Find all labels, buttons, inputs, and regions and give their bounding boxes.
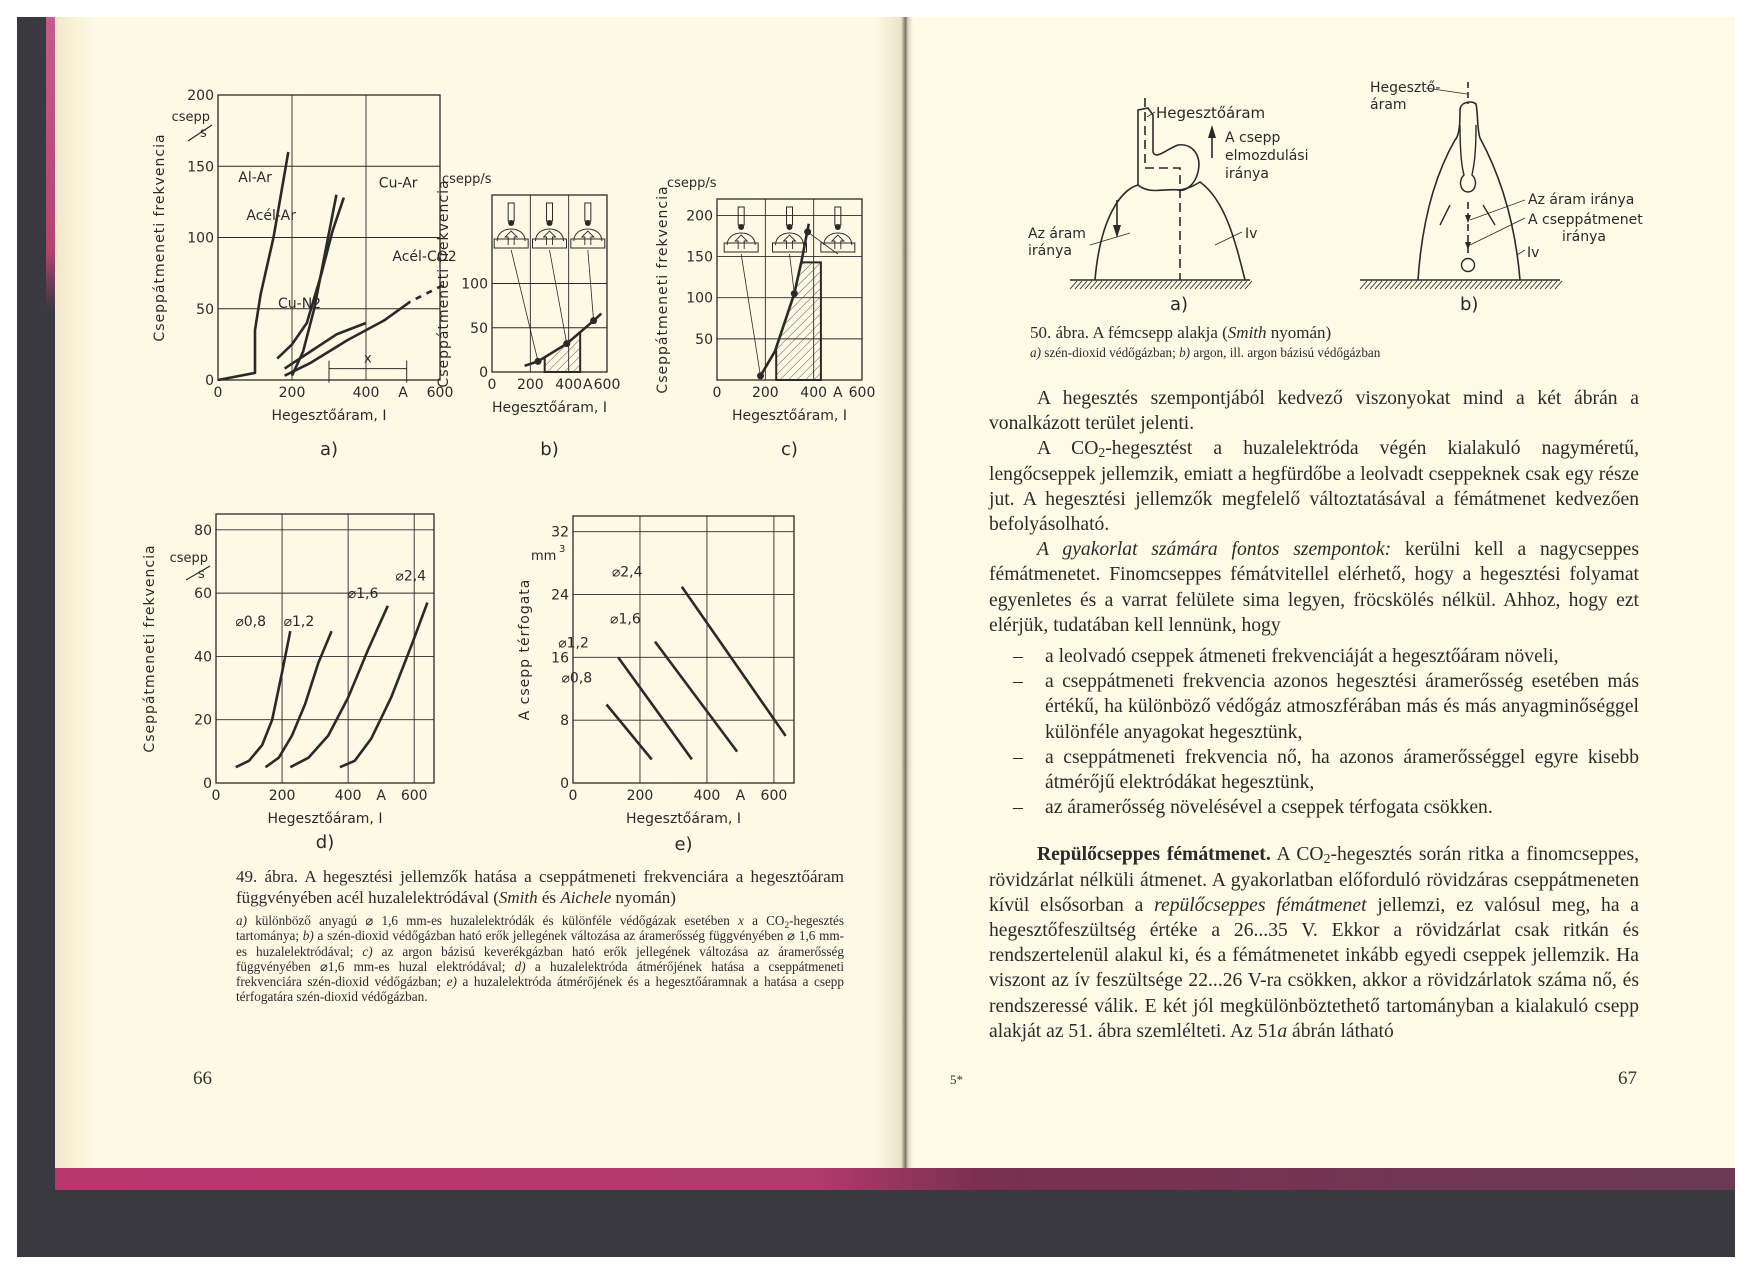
figure-50-diagram	[1020, 80, 1660, 320]
x-tick-label: 600	[760, 788, 788, 804]
x-tick-label: 200	[626, 788, 654, 804]
x-tick-label: 200	[751, 385, 779, 401]
x-tick-label: 0	[213, 385, 223, 401]
y-tick-label: 100	[686, 290, 713, 307]
chart-c	[655, 165, 876, 465]
series-line-16	[655, 642, 737, 752]
panel-label: d)	[315, 832, 335, 853]
paragraph-4: Repülőcseppes fémátmenet. A $CO_2$-hegesztés során ritka a finomcseppes, rövidzárlat nélküli átmenet. A gyakorlatban előforduló rövidzáras cseppátmeneten kívül elsősorban a repülőcseppes fémátmenet jellemzi, ez valósul meg, ha a hegesztőfeszültség értéke a 26...35 V. Ekkor a rövidzárlat csak ritkán és rendszertelenül alakul ki, és a fémátmenetet inkább egyedi cseppek jellemzik. Ha viszont az ív feszültsége 22...26 V-ra csökken, akkor a rövidzárlatok száma nő, és rendszeressé válik. E két jól megkülönböztethető tartományban a kialakuló csepp alakját az 51. ábra szemlélteti. Az 51a ábrán látható	[989, 844, 1639, 1042]
x-tick-label: 600	[848, 385, 876, 401]
list-item: – az áramerősség növelésével a cseppek térfogata csökken.	[1013, 797, 1493, 819]
series-label: ⌀0,8	[561, 670, 593, 687]
caption-number: 49. ábra.	[236, 867, 299, 886]
series-line-12	[618, 657, 692, 759]
x-tick-label: A	[833, 385, 843, 401]
page-number-right: 67	[1618, 1068, 1637, 1089]
y-unit-label: csepp/s	[442, 172, 492, 187]
leader-line	[550, 250, 567, 344]
chart-d	[140, 500, 460, 855]
x-tick-label: A	[376, 788, 386, 804]
label-hegesztoaram: Hegesztőáram	[1156, 104, 1266, 122]
x-tick-label: A	[398, 385, 408, 401]
x-tick-label: A	[735, 788, 746, 804]
x-tick-label: 200	[516, 377, 544, 393]
y-tick-label: 80	[194, 522, 212, 539]
bullet-list	[989, 644, 1639, 820]
series-label: ⌀0,8	[235, 614, 267, 631]
svg-text:iránya: iránya	[1028, 243, 1072, 259]
svg-text:iránya: iránya	[1225, 166, 1269, 182]
leader-line	[790, 254, 795, 294]
figure-49-caption: 49. ábra. A hegesztési jellemzők hatása a cseppátmeneti frekvenciára a hegesztőáram függvényében acél huzalelektródával (Smith és Aichele nyomán) a) különböző anyagú ⌀ 1,6 mm-es huzalelektródák és különféle védőgázak esetében x a $CO_2$-hegesztés tartománya; b) a szén-dioxid védőgázban ható erők jellegének változása az áramerősség függvényében ⌀ 1,6 mm-es huzalelektródával; c) az argon bázisú keverékgázban ható erők jellegének változása az áramerősség függvényében ⌀1,6 mm-es huzal elektródával; d) a huzalelektróda átmérőjének hatása a cseppátmeneti frekvenciára szén-dioxid védőgázban; e) a huzalelektróda átmérőjének és a hegesztőáramnak a hatása a csepp térfogatára szén-dioxid védőgázban.	[236, 867, 844, 1005]
figure-49-caption-detail: a) különböző anyagú ⌀ 1,6 mm-es huzalelektródák és különféle védőgázak esetében x a $CO_2$-hegesztés tartománya; b) a szén-dioxid védőgázban ható erők jellegének változása az áramerősség függvényében ⌀ 1,6 mm-es huzalelektródával; c) az argon bázisú keverékgázban ható erők jellegének változása az áramerősség függvényében ⌀1,6 mm-es huzal elektródával; d) a huzalelektróda átmérőjének hatása a cseppátmeneti frekvenciára szén-dioxid védőgázban; e) a huzalelektróda átmérőjének és a hegesztőáramnak a hatása a csepp térfogatára szén-dioxid védőgázban.	[236, 913, 844, 1005]
x-tick-label: 0	[487, 377, 497, 393]
series-line-24	[682, 587, 786, 736]
x-tick-label: 400	[555, 377, 583, 393]
leader-line	[511, 250, 538, 361]
range-annotation-label: x	[363, 351, 372, 367]
series-label: ⌀2,4	[395, 568, 427, 585]
electrode-diagram-icon	[773, 207, 807, 252]
svg-text:Iv: Iv	[1527, 245, 1540, 261]
book-cover-edge	[55, 1168, 1735, 1190]
y-tick-label: 50	[196, 301, 214, 318]
y-tick-label: 150	[187, 159, 214, 176]
y-tick-label: 16	[551, 650, 569, 667]
x-tick-label: 400	[800, 385, 828, 401]
y-unit-label: s	[200, 126, 207, 141]
y-tick-label: 150	[686, 249, 713, 266]
y-tick-label: 60	[194, 586, 212, 603]
chart-b	[436, 165, 640, 465]
panel-label-50b: b)	[1460, 294, 1479, 315]
series-line-08	[607, 705, 652, 760]
leader-line	[588, 250, 594, 321]
y-tick-label: 40	[194, 649, 212, 666]
series-label: ⌀1,2	[558, 635, 589, 652]
y-tick-label: 50	[470, 320, 488, 337]
x-tick-label: 0	[211, 788, 221, 804]
y-tick-label: 200	[187, 88, 214, 104]
plot-frame	[573, 516, 794, 783]
panel-label-50a: a)	[1170, 294, 1189, 315]
panel-label: b)	[540, 439, 559, 460]
x-tick-label: 200	[268, 788, 296, 804]
x-axis-label: Hegesztőáram, I	[492, 400, 607, 416]
panel-label: a)	[319, 439, 339, 460]
x-tick-label: 0	[712, 385, 722, 401]
figure-50b	[1360, 80, 1643, 315]
y-axis-label: Cseppátmeneti frekvencia	[152, 133, 168, 342]
y-unit-label: mm	[531, 549, 557, 564]
y-tick-label: 24	[551, 587, 569, 604]
x-tick-label: 600	[400, 788, 428, 804]
y-tick-label: 8	[560, 713, 569, 730]
svg-text:áram: áram	[1370, 97, 1407, 113]
x-tick-label: 400	[352, 385, 380, 401]
y-unit-superscript: 3	[559, 544, 566, 555]
svg-text:A cseppátmenet: A cseppátmenet	[1528, 212, 1643, 228]
series-label: Cu-N2	[278, 296, 322, 312]
x-tick-label: 600	[593, 377, 621, 393]
y-unit-label: csepp/s	[667, 176, 717, 191]
y-unit-label: csepp	[171, 110, 210, 125]
x-tick-label: 600	[426, 385, 454, 401]
y-tick-label: 100	[187, 230, 214, 247]
list-item: – a cseppátmeneti frekvencia nő, ha azonos áramerősséggel egyre kisebb átmérőjű elektródákat hegesztünk,	[1013, 746, 1639, 794]
svg-text:elmozdulási: elmozdulási	[1225, 148, 1309, 164]
y-axis-label: Cseppátmeneti frekvencia	[436, 179, 452, 388]
y-axis-label: A csepp térfogata	[517, 578, 533, 721]
paragraph-2: A $CO_2$-hegesztést a huzalelektróda végén kialakuló nagyméretű, lengőcseppek jellemzik, emiatt a hegfürdőbe a leolvadt cseppeknek csak egy része jut. A hegesztési jellemzők megfelelő változtatásával a fémátmenet kedvezően befolyásolható.	[989, 438, 1639, 536]
x-tick-label: 400	[693, 788, 721, 804]
electrode-diagram-icon	[494, 203, 528, 248]
x-tick-label: 200	[278, 385, 306, 401]
book-spine-edge	[46, 17, 55, 1187]
list-item: – a leolvadó cseppek átmeneti frekvenciáját a hegesztőáram növeli,	[1013, 646, 1559, 668]
y-tick-label: 32	[551, 524, 569, 541]
y-tick-label: 50	[695, 331, 713, 348]
series-label: Acél-CO2	[392, 249, 457, 266]
svg-text:Az áram: Az áram	[1028, 226, 1086, 242]
electrode-diagram-icon	[571, 203, 605, 248]
svg-text:Az áram iránya: Az áram iránya	[1528, 192, 1635, 208]
series-label: ⌀2,4	[611, 564, 643, 581]
x-axis-label: Hegesztőáram, I	[267, 811, 383, 827]
series-label: Acél-Ar	[246, 207, 297, 224]
electrode-diagram-icon	[533, 203, 567, 248]
x-axis-label: Hegesztőáram, I	[626, 811, 741, 827]
right-page-body	[989, 386, 1639, 1044]
page-number-left: 66	[193, 1068, 212, 1089]
signature-mark: 5*	[950, 1072, 963, 1087]
y-tick-label: 0	[560, 776, 569, 792]
panel-label: c)	[781, 439, 798, 460]
series-label: Cu-Ar	[378, 175, 418, 192]
y-tick-label: 200	[686, 208, 713, 225]
chart-e	[515, 500, 815, 855]
panel-label: e)	[674, 834, 693, 855]
svg-text:Hegesztő-: Hegesztő-	[1370, 80, 1441, 96]
series-label: ⌀1,2	[283, 614, 315, 631]
electrode-diagram-icon	[724, 207, 758, 252]
chart-a	[150, 85, 457, 465]
series-line-CuN2	[285, 323, 366, 369]
x-axis-label: Hegesztőáram, I	[271, 408, 387, 424]
y-tick-label: 20	[194, 712, 212, 729]
y-axis-label: Cseppátmeneti frekvencia	[655, 185, 671, 394]
paragraph-1: A hegesztés szempontjából kedvező viszonyokat mind a két ábrán a vonalkázott terület jelenti.	[989, 388, 1639, 435]
paragraph-3: A gyakorlat számára fontos szempontok: kerülni kell a nagycseppes fémátmenetet. Finomcseppes fémátvitellel elérhető, hogy a hegesztési folyamat egyenletes és a varrat felülete sima legyen, fröcskölés nélkül. Ahhoz, hogy ezt elérjük, tudatában kell lennünk, hogy	[989, 539, 1639, 636]
series-label: ⌀1,6	[347, 585, 379, 602]
figure-50a	[1028, 98, 1308, 315]
leader-line	[741, 254, 760, 376]
y-axis-label: Cseppátmeneti frekvencia	[142, 544, 158, 753]
y-unit-label: csepp	[169, 551, 208, 566]
svg-text:A csepp: A csepp	[1225, 130, 1281, 146]
x-tick-label: A	[583, 377, 593, 393]
y-tick-label: 0	[203, 776, 212, 792]
list-item: – a cseppátmeneti frekvencia azonos hegesztési áramerősség esetében más értékű, ha különböző védőgáz atmoszférában más és más anyagminőséggel különféle anyagokat hegesztünk,	[1013, 671, 1639, 743]
y-tick-label: 100	[461, 276, 488, 293]
svg-text:Iv: Iv	[1245, 226, 1258, 242]
svg-text:iránya: iránya	[1562, 229, 1606, 245]
y-tick-label: 0	[205, 373, 214, 389]
y-tick-label: 0	[479, 365, 488, 381]
series-line-AlAr	[218, 152, 288, 380]
series-label: Al-Ar	[238, 170, 272, 186]
x-axis-label: Hegesztőáram, I	[732, 408, 847, 424]
x-tick-label: 0	[568, 788, 578, 804]
y-unit-label: s	[198, 567, 205, 582]
figure-50-caption: 50. ábra. A fémcsepp alakja (Smith nyomán) a) szén-dioxid védőgázban; b) argon, ill. argon bázisú védőgázban	[1030, 323, 1381, 360]
series-label: ⌀1,6	[610, 611, 641, 628]
x-tick-label: 400	[334, 788, 362, 804]
